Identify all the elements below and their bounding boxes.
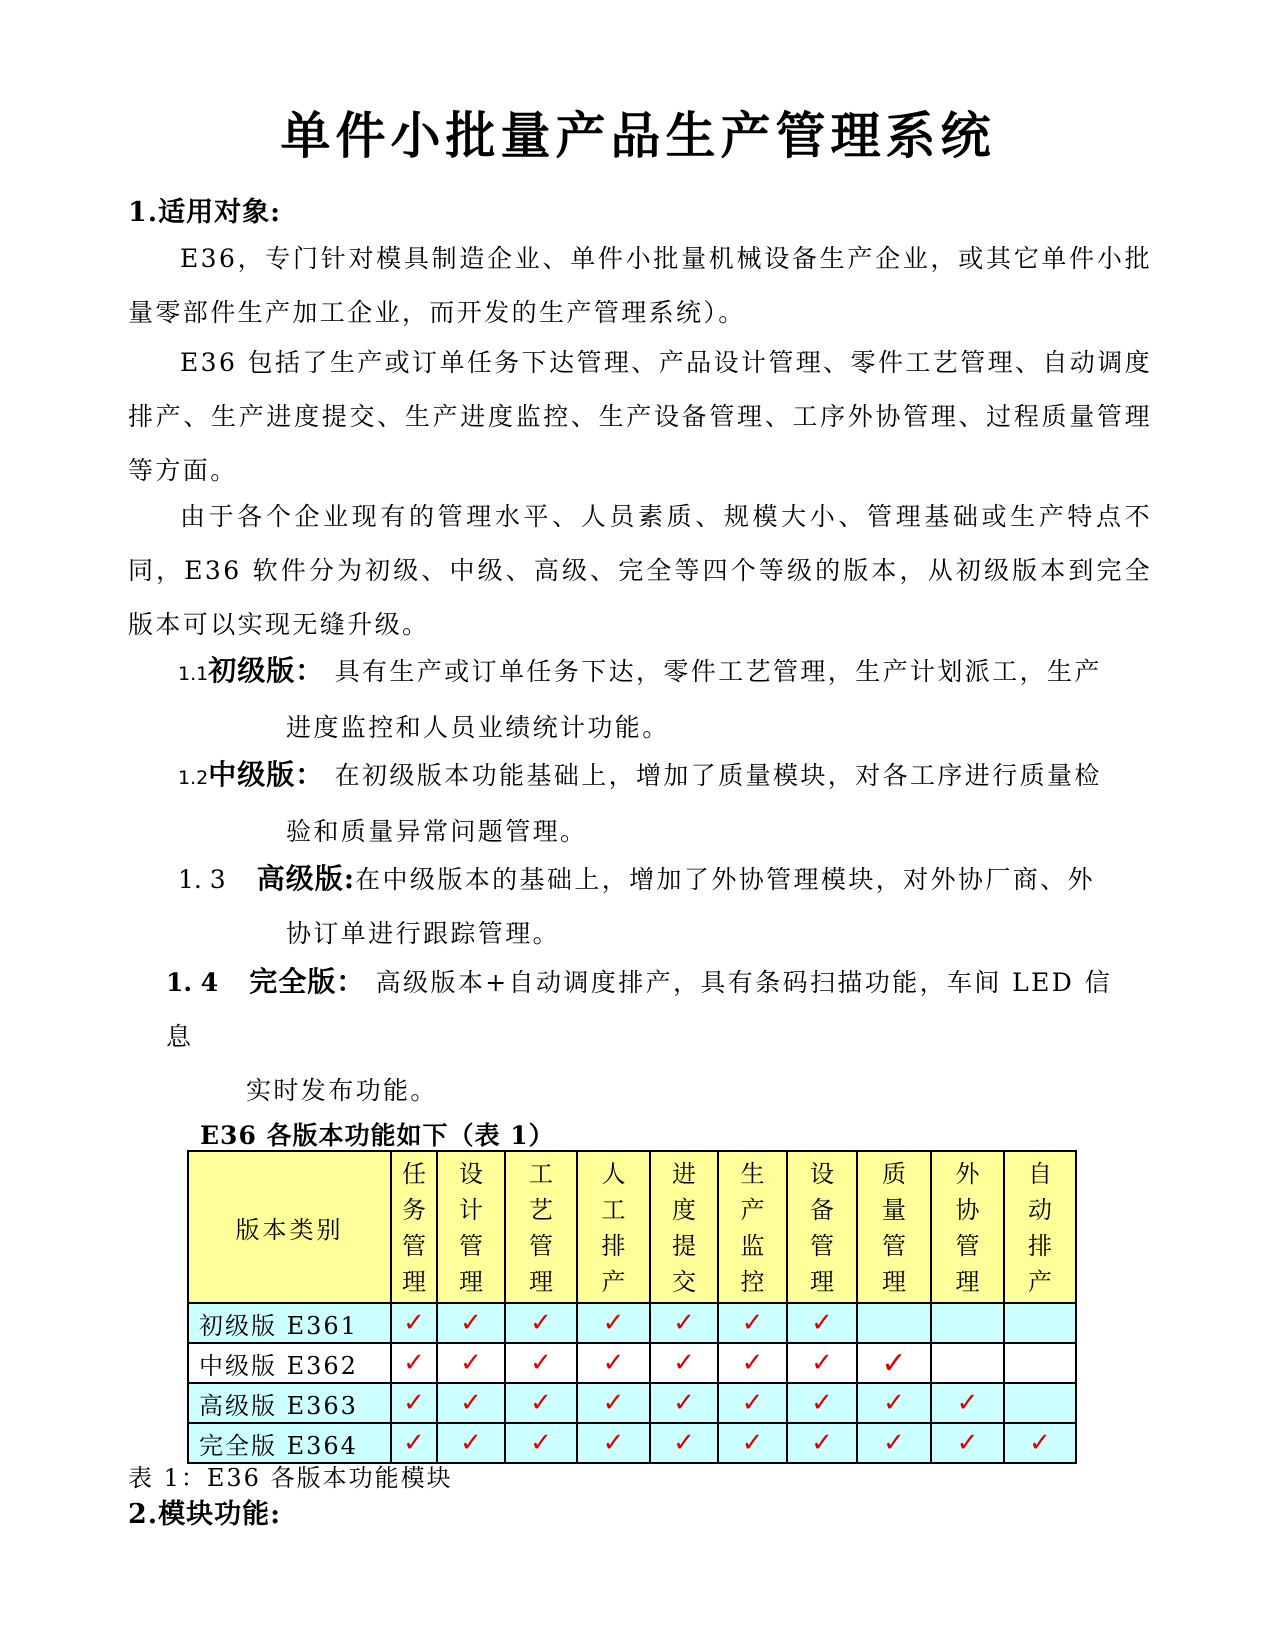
feature-cell <box>857 1303 931 1343</box>
version-name: 高级版: <box>256 862 356 895</box>
row-label: 高级版 E363 <box>188 1383 391 1423</box>
check-mark-icon: ✓ <box>403 1348 425 1378</box>
version-name: 初级版： <box>208 654 325 687</box>
document-title: 单件小批量产品生产管理系统 <box>280 106 996 165</box>
feature-cell <box>857 1423 931 1463</box>
feature-cell <box>391 1423 437 1463</box>
check-mark-icon: ✓ <box>530 1348 552 1378</box>
version-desc-line1: 在中级版本的基础上，增加了外协管理模块，对外协厂商、外 <box>355 865 1095 894</box>
table-row <box>188 1423 1076 1463</box>
check-mark-icon: ✓ <box>741 1348 764 1378</box>
feature-cell <box>437 1343 505 1383</box>
check-mark-icon: ✓ <box>741 1308 764 1338</box>
feature-cell <box>718 1423 787 1463</box>
feature-cell <box>577 1383 650 1423</box>
column-header: 进 度 提 交 <box>650 1151 718 1303</box>
table-caption-top: E36 各版本功能如下（表 1） <box>200 1121 555 1150</box>
check-mark-icon: ✓ <box>673 1388 695 1418</box>
check-mark-icon: ✓ <box>811 1348 833 1378</box>
feature-cell <box>931 1423 1004 1463</box>
check-mark-icon: ✓ <box>811 1428 833 1458</box>
table-caption-bottom: 表 1：E36 各版本功能模块 <box>128 1464 453 1492</box>
check-mark-icon: ✓ <box>881 1345 907 1381</box>
section-heading-applicable-objects: 1.适用对象: <box>128 197 282 228</box>
check-mark-icon: ✓ <box>602 1388 625 1418</box>
feature-cell <box>857 1383 931 1423</box>
column-header: 质 量 管 理 <box>857 1151 931 1303</box>
check-mark-icon: ✓ <box>602 1428 625 1458</box>
check-mark-icon: ✓ <box>673 1308 695 1338</box>
version-desc-line1: 高级版本+自动调度排产，具有条码扫描功能，车间 LED 信息 <box>166 968 1112 1051</box>
version-item-basic <box>178 644 1118 755</box>
version-item-intermediate <box>178 748 1118 859</box>
check-mark-icon: ✓ <box>403 1428 425 1458</box>
column-header: 外 协 管 理 <box>931 1151 1004 1303</box>
check-mark-icon: ✓ <box>673 1428 695 1458</box>
check-mark-icon: ✓ <box>460 1308 482 1338</box>
feature-cell <box>787 1423 857 1463</box>
version-name: 完全版： <box>249 965 366 998</box>
feature-cell <box>577 1343 650 1383</box>
feature-table <box>187 1150 1077 1464</box>
column-header: 设 备 管 理 <box>787 1151 857 1303</box>
feature-cell <box>391 1383 437 1423</box>
column-header: 设 计 管 理 <box>437 1151 505 1303</box>
version-desc-line1: 具有生产或订单任务下达，零件工艺管理，生产计划派工，生产 <box>334 657 1102 686</box>
feature-cell <box>437 1383 505 1423</box>
check-mark-icon: ✓ <box>602 1348 625 1378</box>
check-mark-icon: ✓ <box>1029 1428 1051 1458</box>
check-mark-icon: ✓ <box>883 1388 905 1418</box>
column-header: 人 工 排 产 <box>577 1151 650 1303</box>
check-mark-icon: ✓ <box>530 1428 552 1458</box>
feature-cell <box>931 1343 1004 1383</box>
check-mark-icon: ✓ <box>883 1428 905 1458</box>
paragraph-intro: E36，专门针对模具制造企业、单件小批量机械设备生产企业，或其它单件小批量零部件生产加工企业，而开发的生产管理系统）。 <box>128 244 1152 327</box>
feature-cell <box>437 1423 505 1463</box>
paragraph-versions: 由于各个企业现有的管理水平、人员素质、规模大小、管理基础或生产特点不同，E36 软件分为初级、中级、高级、完全等四个等级的版本，从初级版本到完全版本可以实现无缝升级。 <box>128 502 1152 639</box>
check-mark-icon: ✓ <box>811 1388 833 1418</box>
feature-cell <box>505 1383 577 1423</box>
table-corner-label: 版本类别 <box>188 1151 391 1303</box>
version-item-complete <box>166 955 1116 1118</box>
version-desc-line2: 协订单进行跟踪管理。 <box>286 919 561 948</box>
feature-cell <box>505 1423 577 1463</box>
version-desc-line2: 实时发布功能。 <box>246 1076 438 1105</box>
feature-cell <box>787 1383 857 1423</box>
feature-cell <box>577 1423 650 1463</box>
paragraph-scope: E36 包括了生产或订单任务下达管理、产品设计管理、零件工艺管理、自动调度排产、生产进度提交、生产进度监控、生产设备管理、工序外协管理、过程质量管理等方面。 <box>128 348 1152 485</box>
feature-cell <box>650 1303 718 1343</box>
section-heading-module-functions: 2.模块功能: <box>128 1499 282 1530</box>
check-mark-icon: ✓ <box>460 1428 482 1458</box>
check-mark-icon: ✓ <box>460 1388 482 1418</box>
column-header: 生 产 监 控 <box>718 1151 787 1303</box>
version-item-advanced <box>178 852 1118 961</box>
version-number: 1.2 <box>178 767 209 789</box>
feature-cell <box>857 1343 931 1383</box>
version-number: 1.1 <box>178 663 209 685</box>
feature-cell <box>391 1343 437 1383</box>
table-header-row <box>188 1151 1076 1303</box>
column-header: 工 艺 管 理 <box>505 1151 577 1303</box>
feature-cell <box>505 1343 577 1383</box>
feature-cell <box>391 1303 437 1343</box>
column-header: 任 务 管 理 <box>391 1151 437 1303</box>
row-label: 初级版 E361 <box>188 1303 391 1343</box>
check-mark-icon: ✓ <box>741 1428 764 1458</box>
row-label: 完全版 E364 <box>188 1423 391 1463</box>
feature-cell <box>1004 1383 1076 1423</box>
check-mark-icon: ✓ <box>403 1308 425 1338</box>
feature-cell <box>787 1343 857 1383</box>
check-mark-icon: ✓ <box>530 1388 552 1418</box>
feature-cell <box>650 1343 718 1383</box>
check-mark-icon: ✓ <box>403 1388 425 1418</box>
check-mark-icon: ✓ <box>530 1308 552 1338</box>
table-row <box>188 1383 1076 1423</box>
feature-cell <box>577 1303 650 1343</box>
feature-cell <box>437 1303 505 1343</box>
feature-cell <box>718 1383 787 1423</box>
feature-cell <box>1004 1343 1076 1383</box>
row-label: 中级版 E362 <box>188 1343 391 1383</box>
version-desc-line2: 进度监控和人员业绩统计功能。 <box>286 713 670 742</box>
table-row <box>188 1343 1076 1383</box>
version-number: 1. 4 <box>166 968 219 997</box>
column-header: 自 动 排 产 <box>1004 1151 1076 1303</box>
version-number: 1. 3 <box>178 865 226 894</box>
feature-cell <box>1004 1423 1076 1463</box>
check-mark-icon: ✓ <box>956 1428 979 1458</box>
version-desc-line1: 在初级版本功能基础上，增加了质量模块，对各工序进行质量检 <box>334 761 1102 790</box>
check-mark-icon: ✓ <box>956 1388 979 1418</box>
feature-cell <box>931 1303 1004 1343</box>
feature-cell <box>1004 1303 1076 1343</box>
version-desc-line2: 验和质量异常问题管理。 <box>286 817 588 846</box>
check-mark-icon: ✓ <box>602 1308 625 1338</box>
table-row <box>188 1303 1076 1343</box>
check-mark-icon: ✓ <box>673 1348 695 1378</box>
feature-cell <box>787 1303 857 1343</box>
feature-cell <box>650 1423 718 1463</box>
check-mark-icon: ✓ <box>741 1388 764 1418</box>
feature-cell <box>931 1383 1004 1423</box>
feature-cell <box>718 1303 787 1343</box>
check-mark-icon: ✓ <box>460 1348 482 1378</box>
feature-cell <box>505 1303 577 1343</box>
feature-cell <box>650 1383 718 1423</box>
feature-cell <box>718 1343 787 1383</box>
check-mark-icon: ✓ <box>811 1308 833 1338</box>
version-name: 中级版： <box>208 758 325 791</box>
